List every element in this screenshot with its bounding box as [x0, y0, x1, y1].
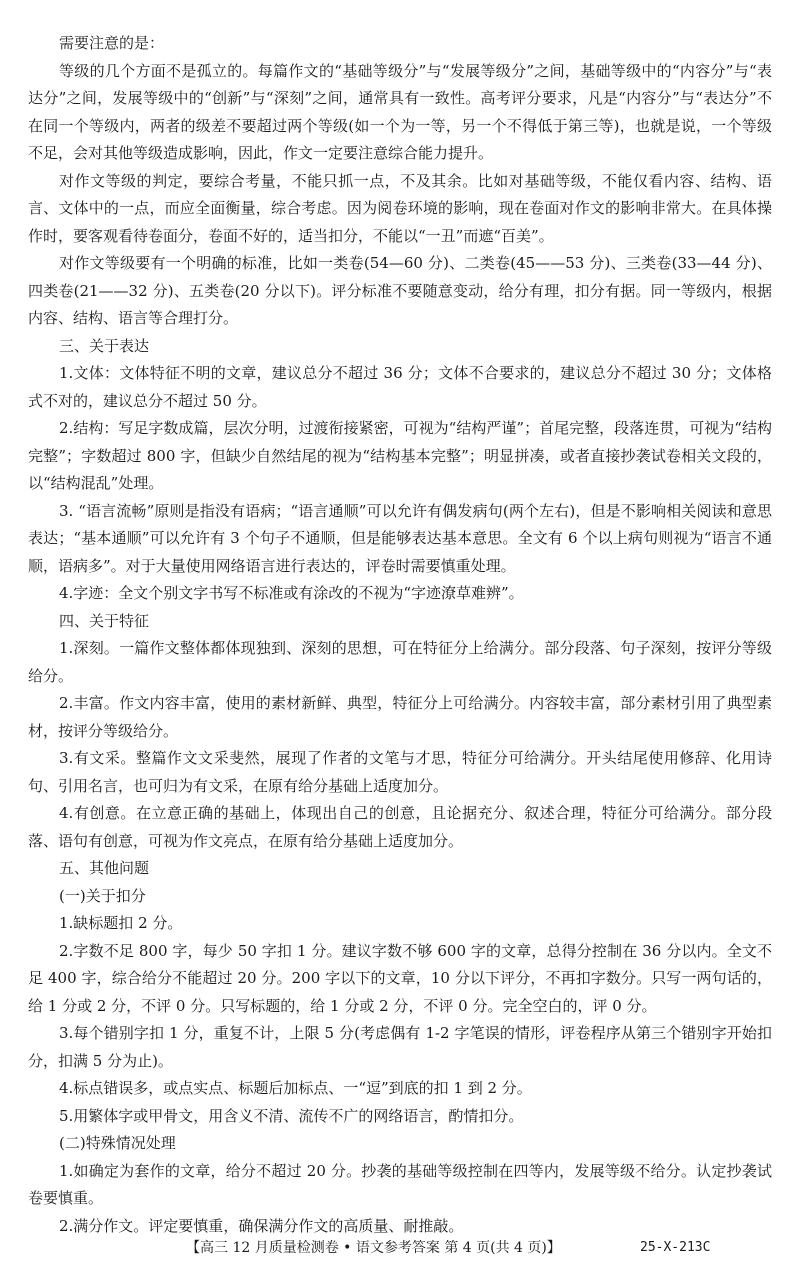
- paragraph-literary-grace: 3.有文采。整篇作文文采斐然，展现了作者的文笔与才思，特征分可给满分。开头结尾使用修辞、化用诗句、引用名言，也可归为有文采，在原有给分基础上适度加分。: [28, 749, 772, 795]
- page-footer: [0, 1236, 800, 1260]
- paragraph-structure: 2.结构：写足字数成篇，层次分明，过渡衔接紧密，可视为“结构严谨”；首尾完整，段落连贯，可视为“结构完整”；字数超过 800 字，但缺少自然结尾的视为“结构基本完整”；明显拼凑，或者直接抄袭试卷相关文段的，以“结构混乱”处理。: [28, 419, 772, 492]
- footer-code: 25-X-213C: [640, 1240, 711, 1255]
- section-heading-features: 四、关于特征: [59, 611, 150, 630]
- paragraph-traditional-chars: 5.用繁体字或甲骨文，用含义不清、流传不广的网络语言，酌情扣分。: [59, 1106, 524, 1125]
- paragraph-richness: 2.丰富。作文内容丰富，使用的素材新鲜、典型，特征分上可给满分。内容较丰富，部分素材引用了典型素材，按评分等级给分。: [28, 694, 772, 740]
- paragraph-punctuation: 4.标点错误多，或点实点、标题后加标点、一“逗”到底的扣 1 到 2 分。: [59, 1079, 532, 1097]
- paragraph-level-judgement: 对作文等级的判定，要综合考量，不能只抓一点，不及其余。比如对基础等级，不能仅看内容、结构、语言、文体中的一点，而应全面衡量，综合考虑。因为阅卷环境的影响，现在卷面对作文的影响非常大。在具体操作时，要客观看待卷面分，卷面不好的，适当扣分，不能以“一丑”而遮“百美”。: [28, 171, 772, 245]
- paragraph-handwriting: 4.字迹：全文个别文字书写不标准或有涂改的不视为“字迹潦草难辨”。: [59, 584, 524, 602]
- paragraph-missing-title: 1.缺标题扣 2 分。: [59, 914, 183, 932]
- paragraph-depth: 1.深刻。一篇作文整体都体现独到、深刻的思想，可在特征分上给满分。部分段落、句子深刻，按评分等级给分。: [28, 639, 772, 685]
- document-body: [28, 30, 772, 1240]
- footer-title: 【高三 12 月质量检测卷 • 语文参考答案 第 4 页(共 4 页)】: [186, 1240, 561, 1256]
- paragraph-word-count: 2.字数不足 800 字，每少 50 字扣 1 分。建议字数不够 600 字的文章，总得分控制在 36 分以内。全文不足 400 字，综合给分不能超过 20 分。200 字以下的文章，10 分以下评分，不再扣字数分。只写一两句话的，给 1 分或 2 分，不评 0 分。只写标题的，给 1 分或 2 分，不评 0 分。完全空白的，评 0 分。: [28, 941, 772, 1015]
- paragraph-note-heading: 需要注意的是：: [59, 34, 165, 52]
- section-heading-other: 五、其他问题: [59, 859, 150, 877]
- paragraph-creativity: 4.有创意。在立意正确的基础上，体现出自己的创意，且论据充分、叙述合理，特征分可给满分。部分段落、语句有创意，可视为作文亮点，在原有给分基础上适度加分。: [28, 804, 772, 850]
- paragraph-level-standard: 对作文等级要有一个明确的标准，比如一类卷(54—60 分)、二类卷(45——53 分)、三类卷(33—44 分)、四类卷(21——32 分)、五类卷(20 分以下)。评分标准不要随意变动，给分有理，扣分有据。同一等级内，根据内容、结构、语言等合理打分。: [28, 254, 772, 327]
- paragraph-typos: 3.每个错别字扣 1 分，重复不计，上限 5 分(考虑偶有 1-2 字笔误的情形，评卷程序从第三个错别字开始扣分，扣满 5 分为止)。: [28, 1024, 772, 1070]
- paragraph-template-essay: 1.如确定为套作的文章，给分不超过 20 分。抄袭的基础等级控制在四等内，发展等级不给分。认定抄袭试卷要慎重。: [28, 1161, 772, 1207]
- paragraph-level-consistency: 等级的几个方面不是孤立的。每篇作文的“基础等级分”与“发展等级分”之间，基础等级中的“内容分”与“表达分”之间，发展等级中的“创新”与“深刻”之间，通常具有一致性。高考评分要求，凡是“内容分”与“表达分”不在同一个等级内，两者的级差不要超过两个等级(如一个为一等，另一个不得低于第三等)，也就是说，一个等级不足，会对其他等级造成影响，因此，作文一定要注意综合能力提升。: [28, 61, 772, 162]
- paragraph-genre: 1.文体：文体特征不明的文章，建议总分不超过 36 分；文体不合要求的，建议总分不超过 30 分；文体格式不对的，建议总分不超过 50 分。: [28, 364, 772, 410]
- paragraph-language: 3. “语言流畅”原则是指没有语病；“语言通顺”可以允许有偶发病句(两个左右)，但是不影响相关阅读和意思表达；“基本通顺”可以允许有 3 个句子不通顺，但是能够表达基本意思。全文有 6 个以上病句则视为“语言不通顺，语病多”。对于大量使用网络语言进行表达的，评卷时需要慎重处理。: [28, 501, 772, 575]
- subsection-heading-deductions: (一)关于扣分: [59, 886, 146, 905]
- subsection-heading-special-cases: (二)特殊情况处理: [59, 1134, 176, 1152]
- paragraph-full-score: 2.满分作文。评定要慎重，确保满分作文的高质量、耐推敲。: [59, 1216, 464, 1235]
- section-heading-expression: 三、关于表达: [59, 336, 150, 355]
